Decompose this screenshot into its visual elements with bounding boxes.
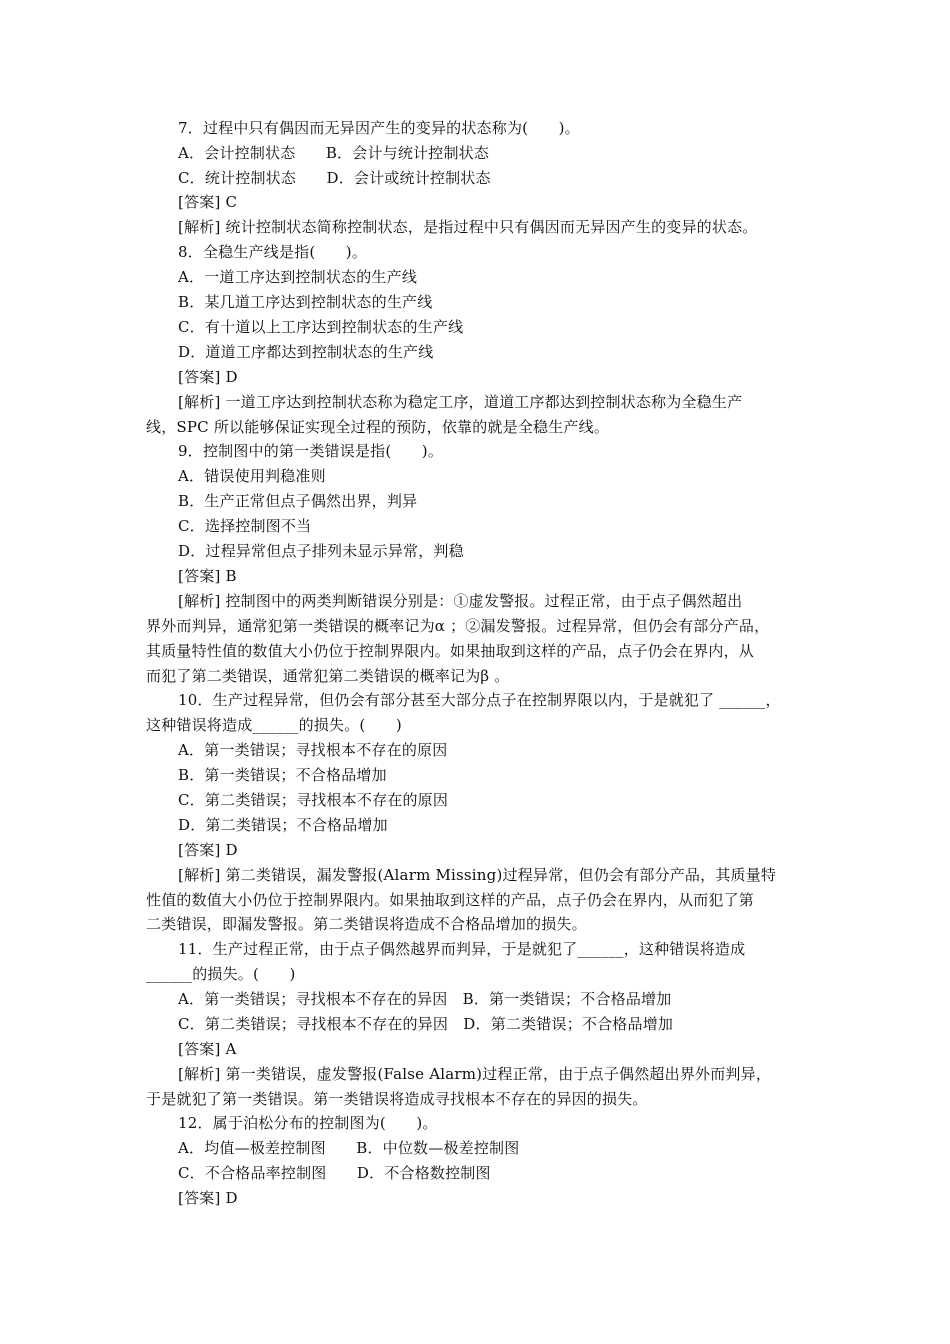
question-10-analysis-line-3: 二类错误，即漏发警报。第二类错误将造成不合格品增加的损失。 [146, 915, 587, 933]
question-10-option-c: C．第二类错误；寻找根本不存在的原因 [178, 791, 449, 809]
question-9-analysis-line-2: 界外而判异，通常犯第一类错误的概率记为α ；②漏发警报。过程异常，但仍会有部分产品， [146, 617, 770, 635]
question-8-analysis-line-1: [解析] 一道工序达到控制状态称为稳定工序，道道工序都达到控制状态称为全稳生产 [178, 393, 743, 411]
question-9-option-c: C．选择控制图不当 [178, 517, 312, 535]
question-9-answer: [答案] B [178, 567, 237, 585]
question-7-answer: [答案] C [178, 193, 238, 211]
question-12-answer: [答案] D [178, 1189, 238, 1207]
question-11-answer: [答案] A [178, 1040, 237, 1058]
question-9-option-b: B．生产正常但点子偶然出界，判异 [178, 492, 418, 510]
question-7-options-row-2: C．统计控制状态 D．会计或统计控制状态 [178, 169, 491, 187]
question-8-option-d: D．道道工序都达到控制状态的生产线 [178, 343, 434, 361]
question-11-analysis-line-2: 于是就犯了第一类错误。第一类错误将造成寻找根本不存在的异因的损失。 [146, 1090, 648, 1108]
question-11-stem-line-2: ______的损失。( ) [146, 965, 296, 983]
question-9-stem: 9．控制图中的第一类错误是指( )。 [178, 442, 444, 460]
question-8-option-b: B．某几道工序达到控制状态的生产线 [178, 293, 433, 311]
question-8-option-a: A．一道工序达到控制状态的生产线 [178, 268, 418, 286]
question-11-stem-line-1: 11．生产过程正常，由于点子偶然越界而判异，于是就犯了______，这种错误将造成 [178, 940, 746, 958]
question-10-option-d: D．第二类错误；不合格品增加 [178, 816, 388, 834]
question-8-answer: [答案] D [178, 368, 238, 386]
question-12-options-row-2: C．不合格品率控制图 D．不合格数控制图 [178, 1164, 491, 1182]
question-11-options-row-2: C．第二类错误；寻找根本不存在的异因 D．第二类错误；不合格品增加 [178, 1015, 674, 1033]
question-9-analysis-line-4: 而犯了第二类错误，通常犯第二类错误的概率记为β 。 [146, 667, 510, 685]
question-9-option-a: A．错误使用判稳准则 [178, 467, 326, 485]
question-9-analysis-line-1: [解析] 控制图中的两类判断错误分别是：①虚发警报。过程正常，由于点子偶然超出 [178, 592, 743, 610]
question-10-analysis-line-2: 性值的数值大小仍位于控制界限内。如果抽取到这样的产品，点子仍会在界内，从而犯了第 [146, 891, 755, 909]
question-8-stem: 8．全稳生产线是指( )。 [178, 243, 368, 261]
question-7-analysis: [解析] 统计控制状态简称控制状态，是指过程中只有偶因而无异因产生的变异的状态。 [178, 218, 758, 236]
question-10-stem-line-1: 10．生产过程异常，但仍会有部分甚至大部分点子在控制界限以内，于是就犯了 ______， [178, 691, 781, 709]
question-11-analysis-line-1: [解析] 第一类错误，虚发警报(False Alarm)过程正常，由于点子偶然超出界外而判异， [178, 1065, 772, 1083]
question-10-stem-line-2: 这种错误将造成______的损失。( ) [146, 716, 402, 734]
question-10-option-b: B．第一类错误；不合格品增加 [178, 766, 387, 784]
question-9-option-d: D．过程异常但点子排列未显示异常，判稳 [178, 542, 464, 560]
question-8-analysis-line-2: 线，SPC 所以能够保证实现全过程的预防，依靠的就是全稳生产线。 [146, 418, 610, 436]
question-12-options-row-1: A．均值—极差控制图 B．中位数—极差控制图 [178, 1139, 520, 1157]
question-12-stem: 12．属于泊松分布的控制图为( )。 [178, 1114, 438, 1132]
question-10-analysis-line-1: [解析] 第二类错误，漏发警报(Alarm Missing)过程异常，但仍会有部分产品，其质量特 [178, 866, 777, 884]
question-10-option-a: A．第一类错误；寻找根本不存在的原因 [178, 741, 448, 759]
question-7-stem: 7．过程中只有偶因而无异因产生的变异的状态称为( )。 [178, 119, 580, 137]
question-8-option-c: C．有十道以上工序达到控制状态的生产线 [178, 318, 464, 336]
question-11-options-row-1: A．第一类错误；寻找根本不存在的异因 B．第一类错误；不合格品增加 [178, 990, 672, 1008]
question-9-analysis-line-3: 其质量特性值的数值大小仍位于控制界限内。如果抽取到这样的产品，点子仍会在界内，从 [146, 642, 755, 660]
question-7-options-row-1: A．会计控制状态 B．会计与统计控制状态 [178, 144, 490, 162]
question-10-answer: [答案] D [178, 841, 238, 859]
